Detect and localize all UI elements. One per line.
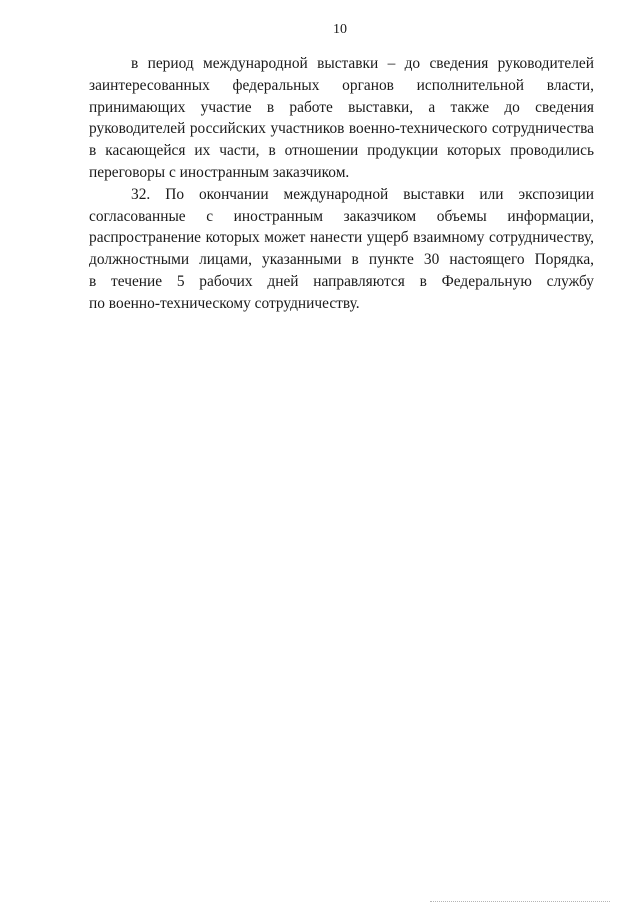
paragraph-1 bbox=[89, 53, 594, 184]
text-line: переговоры с иностранным заказчиком. bbox=[89, 163, 350, 181]
text-line: согласованные с иностранным заказчиком объемы информации, bbox=[89, 207, 594, 225]
document-body bbox=[89, 53, 594, 315]
scan-artifact bbox=[430, 901, 610, 903]
page-number: 10 bbox=[333, 22, 347, 37]
text-line: руководителей российских участников военно-технического сотрудничества bbox=[89, 120, 594, 138]
text-line: заинтересованных федеральных органов исполнительной власти, bbox=[89, 76, 594, 94]
text-line: 32. По окончании международной выставки или экспозиции bbox=[131, 185, 594, 203]
text-line: распространение которых может нанести ущерб взаимному сотрудничеству, bbox=[89, 229, 594, 247]
text-line: в касающейся их части, в отношении продукции которых проводились bbox=[89, 142, 594, 160]
text-line: по военно-техническому сотрудничеству. bbox=[89, 294, 360, 312]
text-line: в период международной выставки – до сведения руководителей bbox=[131, 55, 594, 72]
text-line: принимающих участие в работе выставки, а также до сведения bbox=[89, 98, 594, 116]
text-line: должностными лицами, указанными в пункте 30 настоящего Порядка, bbox=[89, 251, 594, 269]
paragraph-2 bbox=[89, 184, 594, 315]
text-line: в течение 5 рабочих дней направляются в Федеральную службу bbox=[89, 272, 594, 290]
